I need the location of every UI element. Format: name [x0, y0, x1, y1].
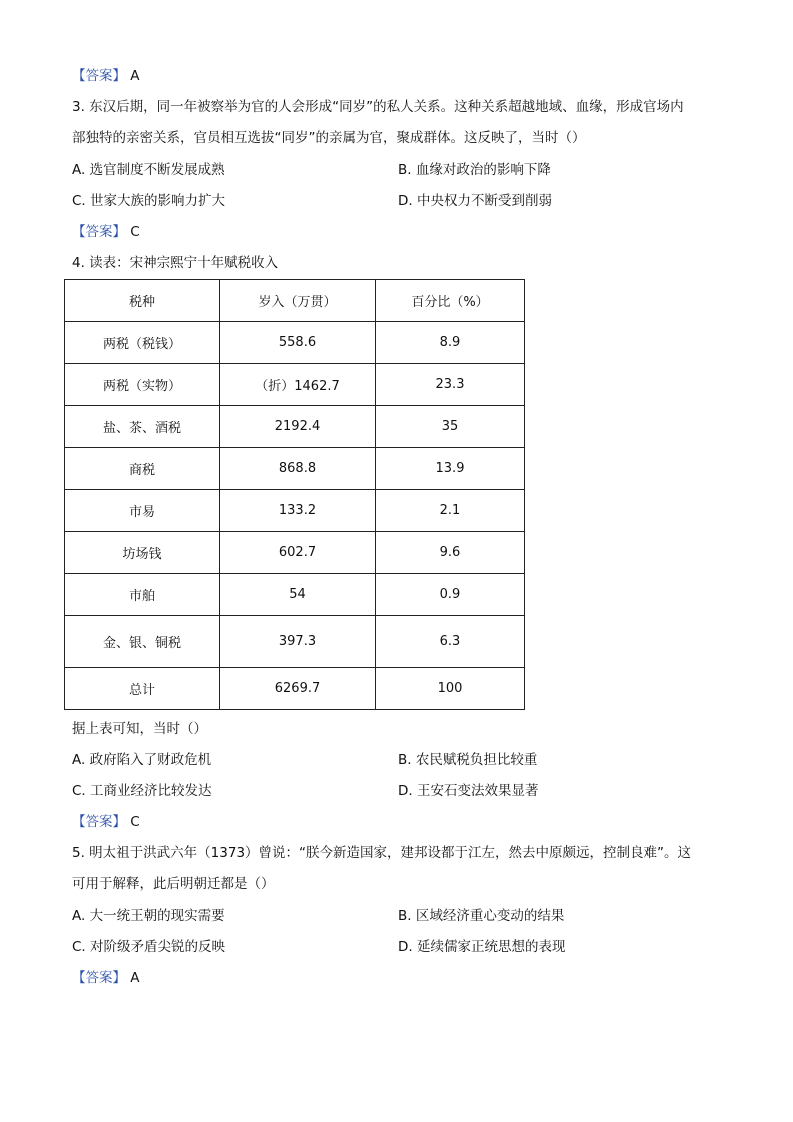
answer-line-3 [72, 222, 140, 242]
answer-value: A [130, 970, 140, 986]
table-cell: 397.3 [220, 616, 376, 668]
table-cell: 商税 [65, 448, 220, 490]
table-total-row [65, 668, 525, 710]
table-row [65, 322, 525, 364]
table-row [65, 364, 525, 406]
table-cell: 35 [376, 406, 525, 448]
q5-option-a: A. 大一统王朝的现实需要 [72, 908, 225, 924]
q5-option-c: C. 对阶级矛盾尖锐的反映 [72, 939, 226, 955]
table-cell: 558.6 [220, 322, 376, 364]
table-cell: 133.2 [220, 490, 376, 532]
table-row [65, 574, 525, 616]
q3-stem-line2: 部独特的亲密关系，官员相互选拔“同岁”的亲属为官，聚成群体。这反映了，当时（） [72, 130, 586, 146]
q4-question: 据上表可知，当时（） [72, 721, 207, 737]
table-cell: 2192.4 [220, 406, 376, 448]
q3-option-c: C. 世家大族的影响力扩大 [72, 193, 226, 209]
answer-tag: 【答案】 [72, 814, 126, 830]
table-cell: 100 [376, 668, 525, 710]
q4-option-a: A. 政府陷入了财政危机 [72, 752, 212, 768]
q5-option-b: B. 区域经济重心变动的结果 [398, 908, 565, 924]
q4-option-b: B. 农民赋税负担比较重 [398, 752, 538, 768]
table-cell: 8.9 [376, 322, 525, 364]
q3-option-b: B. 血缘对政治的影响下降 [398, 162, 551, 178]
q4-stem: 4. 读表：宋神宗熙宁十年赋税收入 [72, 255, 279, 271]
q3-option-d: D. 中央权力不断受到削弱 [398, 193, 552, 209]
q5-option-d: D. 延续儒家正统思想的表现 [398, 939, 566, 955]
answer-value: C [130, 224, 140, 240]
q3-option-a: A. 选官制度不断发展成熟 [72, 162, 225, 178]
q5-stem-line2: 可用于解释，此后明朝迁都是（） [72, 876, 275, 892]
table-row [65, 616, 525, 668]
answer-tag: 【答案】 [72, 970, 126, 986]
table-cell: 市易 [65, 490, 220, 532]
table-cell: 602.7 [220, 532, 376, 574]
table-cell: 0.9 [376, 574, 525, 616]
answer-value: A [130, 68, 140, 84]
q3-stem-line1: 3. 东汉后期，同一年被察举为官的人会形成“同岁”的私人关系。这种关系超越地域、血缘，形成官场内 [72, 99, 684, 115]
table-cell: 总计 [65, 668, 220, 710]
table-cell: 868.8 [220, 448, 376, 490]
table-header-cell: 百分比（%） [376, 280, 525, 322]
answer-line-2 [72, 66, 140, 86]
answer-tag: 【答案】 [72, 68, 126, 84]
table-cell: 54 [220, 574, 376, 616]
answer-line-5 [72, 968, 140, 988]
table-row [65, 490, 525, 532]
table-cell: 金、银、铜税 [65, 616, 220, 668]
table-row [65, 448, 525, 490]
table-cell: 盐、茶、酒税 [65, 406, 220, 448]
table-cell: 市舶 [65, 574, 220, 616]
table-cell: 2.1 [376, 490, 525, 532]
q5-stem-line1: 5. 明太祖于洪武六年（1373）曾说：“朕今新造国家，建邦设都于江左，然去中原颇远，控制良难”。这 [72, 845, 692, 861]
answer-value: C [130, 814, 140, 830]
table-cell: 两税（实物） [65, 364, 220, 406]
table-header-row [65, 280, 525, 322]
table-cell: 6.3 [376, 616, 525, 668]
q4-option-c: C. 工商业经济比较发达 [72, 783, 212, 799]
tax-revenue-table [64, 279, 525, 710]
table-cell: 9.6 [376, 532, 525, 574]
table-cell: 13.9 [376, 448, 525, 490]
table-header-cell: 岁入（万贯） [220, 280, 376, 322]
table-cell: 两税（税钱） [65, 322, 220, 364]
table-row [65, 532, 525, 574]
table-cell: 坊场钱 [65, 532, 220, 574]
q4-option-d: D. 王安石变法效果显著 [398, 783, 539, 799]
answer-line-4 [72, 812, 140, 832]
table-header-cell: 税种 [65, 280, 220, 322]
table-cell: 23.3 [376, 364, 525, 406]
table-cell: 6269.7 [220, 668, 376, 710]
table-cell: （折）1462.7 [220, 364, 376, 406]
table-row [65, 406, 525, 448]
answer-tag: 【答案】 [72, 224, 126, 240]
